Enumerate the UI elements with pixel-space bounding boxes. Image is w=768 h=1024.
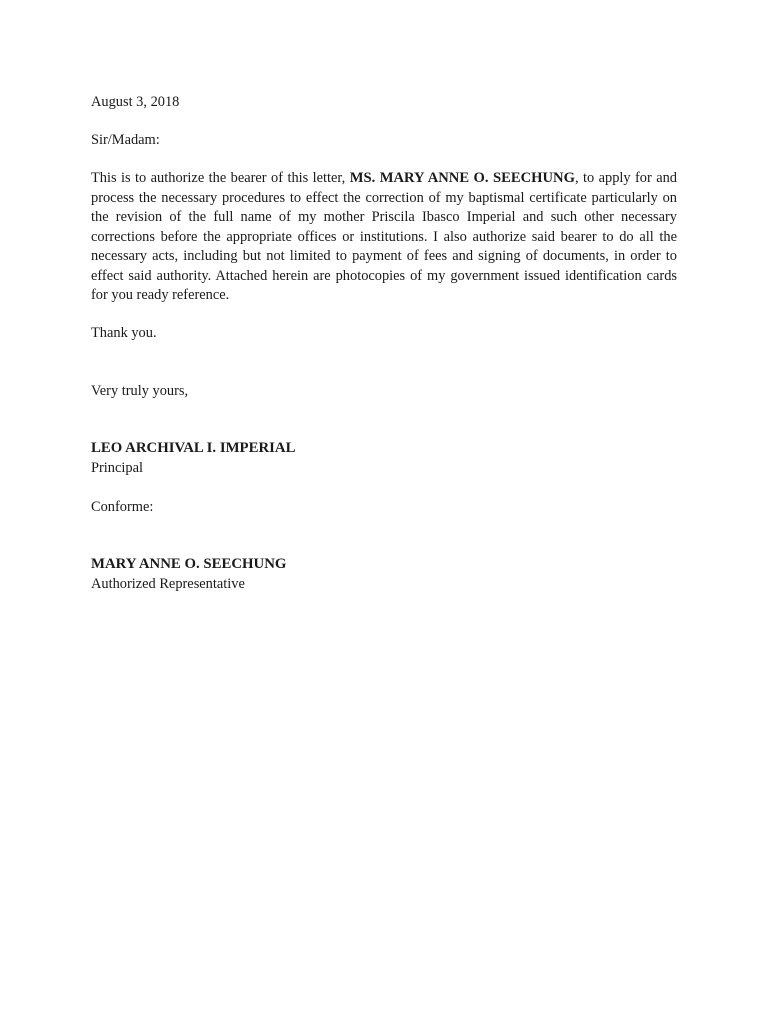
conforme-label: Conforme: [91, 499, 154, 515]
principal-title: Principal [91, 460, 143, 476]
letter-salutation: Sir/Madam: [91, 132, 160, 148]
body-rest: , to apply for and process the necessary procedures to effect the correction of my baptismal certificate particularly on the revision of the full name of my mother Priscila Ibasco Imperial and such other necessary corrections before the appropriate offices or institutions. I also authorize said bearer to do all the necessary acts, including but not limited to payment of fees and signing of documents, in order to effect said authority. Attached herein are photocopies of my government issued identification cards for you ready reference. [91, 170, 677, 303]
representative-title: Authorized Representative [91, 576, 245, 592]
body-intro: This is to authorize the bearer of this letter, [91, 170, 346, 186]
bearer-name: MS. MARY ANNE O. SEECHUNG [349, 170, 575, 186]
letter-body [91, 169, 677, 306]
letter-closing: Very truly yours, [91, 383, 189, 399]
letter-date: August 3, 2018 [91, 94, 180, 110]
letter-thanks: Thank you. [91, 325, 157, 341]
principal-name: LEO ARCHIVAL I. IMPERIAL [91, 440, 296, 456]
representative-name: MARY ANNE O. SEECHUNG [91, 556, 287, 572]
